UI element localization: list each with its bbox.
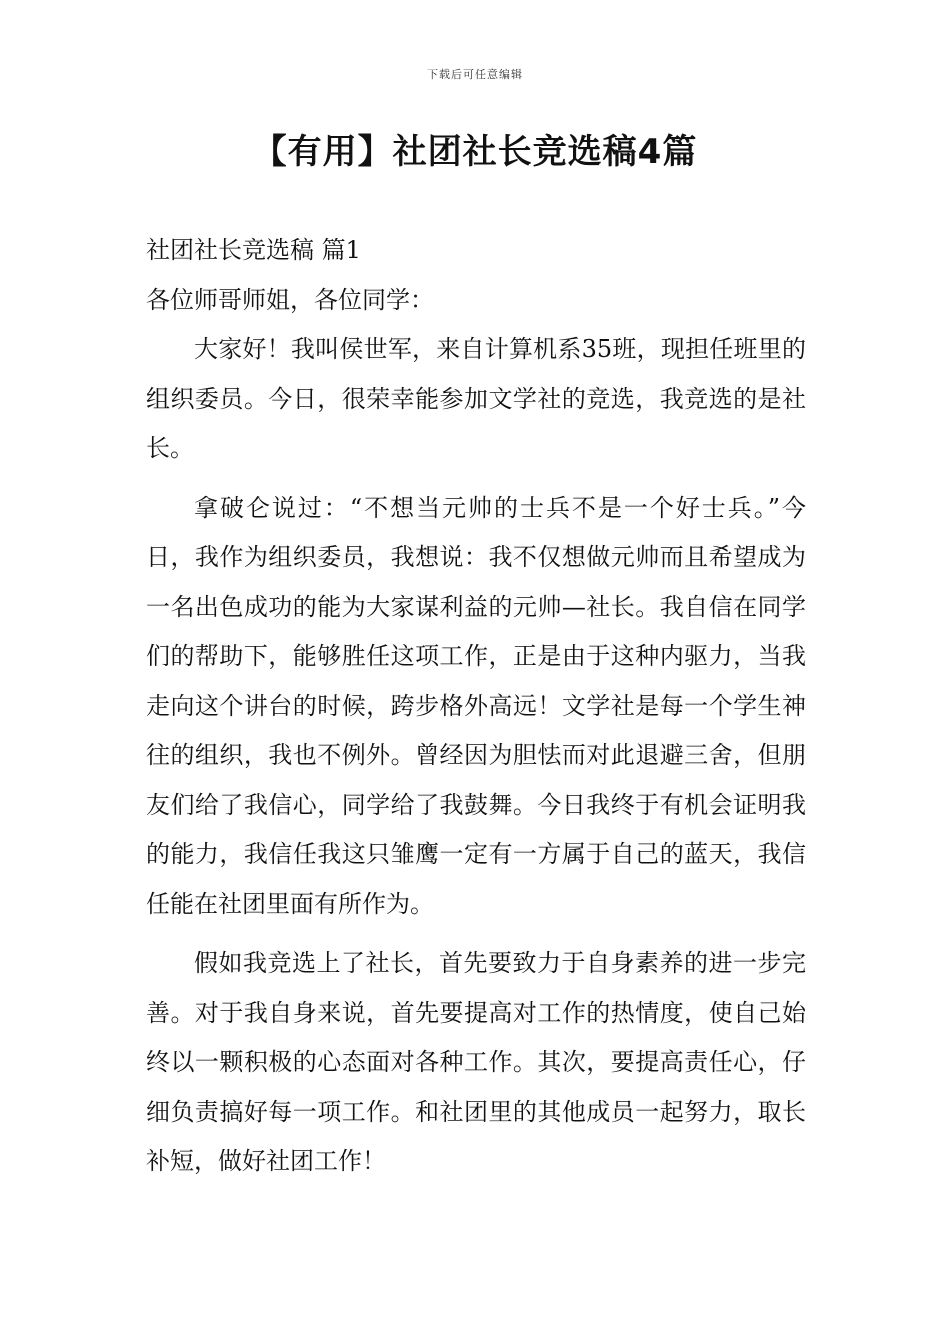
paragraph-3: 假如我竞选上了社长，首先要致力于自身素养的进一步完善。对于我自身来说，首先要提高对工作的热情度，使自己始终以一颗积极的心态面对各种工作。其次，要提高责任心，仔细负责搞好每一项工作。和社团里的其他成员一起努力，取长补短，做好社团工作！ [146,949,806,1175]
section-heading: 社团社长竞选稿 篇1 [146,236,361,264]
paragraph-1: 大家好！我叫侯世军，来自计算机系35班，现担任班里的组织委员。今日，很荣幸能参加文学社的竞选，我竞选的是社长。 [146,335,806,462]
paragraph-gap [146,474,806,484]
salutation: 各位师哥师姐，各位同学： [146,285,434,314]
header-note: 下载后可任意编辑 [427,68,523,81]
paragraph-gap [146,929,806,939]
document-body [146,226,806,1187]
document-title: 【有用】社团社长竞选稿4篇 [252,132,698,172]
paragraph-2: 拿破仑说过：“不想当元帅的士兵不是一个好士兵。”今日，我作为组织委员，我想说：我不仅想做元帅而且希望成为一名出色成功的能为大家谋利益的元帅—社长。我自信在同学们的帮助下，能够胜任这项工作，正是由于这种内驱力，当我走向这个讲台的时候，跨步格外高远！文学社是每一个学生神往的组织，我也不例外。曾经因为胆怯而对此退避三舍，但朋友们给了我信心，同学给了我鼓舞。今日我终于有机会证明我的能力，我信任我这只雏鹰一定有一方属于自己的蓝天，我信任能在社团里面有所作为。 [146,493,806,918]
